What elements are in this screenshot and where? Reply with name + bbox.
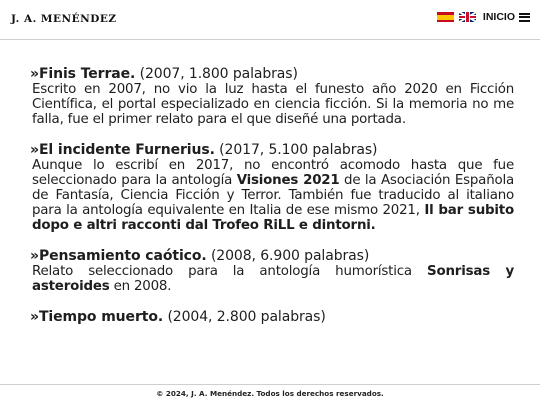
uk-flag-icon[interactable] (459, 12, 476, 22)
story-title-line (30, 142, 514, 158)
site-brand[interactable]: J. A. MENÉNDEZ (11, 13, 117, 25)
story-title-line (30, 248, 514, 264)
bullet-marker: » (30, 66, 39, 82)
header-nav (437, 10, 530, 24)
story-meta: (2007, 1.800 palabras) (135, 66, 298, 82)
story-title[interactable]: Pensamiento caótico. (38, 248, 207, 264)
story-entry (30, 142, 514, 233)
story-list (30, 66, 514, 386)
story-description (30, 158, 514, 233)
spain-flag-icon[interactable] (437, 12, 454, 22)
story-title[interactable]: Finis Terrae. (38, 66, 136, 82)
story-entry (30, 66, 514, 127)
bullet-marker: » (30, 142, 39, 158)
story-title[interactable]: El incidente Furnerius. (38, 142, 215, 158)
bullet-marker: » (30, 248, 39, 264)
site-header (0, 0, 540, 40)
story-meta: (2004, 2.800 palabras) (163, 309, 326, 325)
description-text: Relato seleccionado para la antología humorística (32, 264, 428, 279)
description-text: de la Asociación Española de Fantasía, Ciencia Ficción y Terror. También fue traducido al italiano para la antología equivalente en Italia de ese mismo 2021, (32, 173, 514, 218)
anthology-title: Visiones 2021 (236, 173, 340, 188)
copyright-text: © 2024, J. A. Menéndez. Todos los derechos reservados. (156, 389, 384, 398)
bullet-marker: » (30, 309, 39, 325)
story-title[interactable]: Tiempo muerto. (38, 309, 164, 325)
description-text: en 2008. (109, 279, 172, 294)
story-title-line (30, 309, 514, 325)
description-text: Aunque lo escribí en 2017, no encontró acomodo hasta que fue seleccionado para la antología (32, 158, 514, 188)
anthology-title: Sonrisas y asteroides (32, 264, 514, 294)
story-description (30, 82, 514, 127)
description-text: Escrito en 2007, no vio la luz hasta el funesto año 2020 en Ficción Científica, el portal especializado en ciencia ficción. Si la memoria no me falla, fue el primer relato para el que diseñé una portada. (32, 82, 514, 127)
anthology-title: Il bar subito dopo e altri racconti dal Trofeo RiLL e dintorni. (32, 203, 514, 233)
story-title-line (30, 66, 514, 82)
hamburger-menu-icon[interactable] (519, 13, 530, 22)
story-entry (30, 248, 514, 294)
story-description (30, 264, 514, 294)
story-entry (30, 309, 514, 325)
site-footer (0, 384, 540, 405)
menu-label[interactable]: INICIO (482, 11, 515, 23)
story-meta: (2008, 6.900 palabras) (206, 248, 370, 264)
story-meta: (2017, 5.100 palabras) (214, 142, 378, 158)
